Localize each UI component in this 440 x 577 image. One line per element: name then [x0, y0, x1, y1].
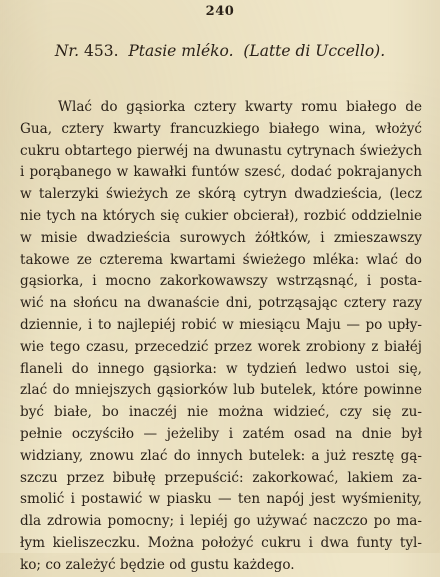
body-line: takowe ze czterema kwartami świeżego mléka: wlać do: [20, 251, 422, 268]
body-line: wie tego czasu, przecedzić przez worek zrobiony z białéj: [20, 338, 422, 355]
body-line: zlać do mniejszych gąsiorków lub butelek, które powinne: [20, 382, 422, 399]
recipe-title: Ptasie mléko.: [128, 42, 234, 60]
recipe-number-value: 453.: [84, 42, 119, 60]
recipe-body: [20, 97, 422, 577]
recipe-heading: [18, 40, 422, 62]
body-line: widziany, znowu zlać do innych butelek: a już resztę gą-: [20, 447, 422, 464]
body-line: smolić i postawić w piasku — ten napój jest wyśmienity,: [20, 491, 422, 508]
body-line: wić na słońcu na dwanaście dni, potrząsając cztery razy: [20, 295, 422, 312]
body-line: dziennie, i to najlepiéj robić w miesiącu Maju — po upły-: [20, 316, 422, 333]
body-line: flaneli do innego gąsiorka: w tydzień ledwo ustoi się,: [20, 360, 422, 377]
body-line: Wlać do gąsiorka cztery kwarty romu białego de: [58, 99, 422, 115]
body-line: dla zdrowia pomocny; i lepiéj go używać naczczo po ma-: [20, 513, 422, 530]
body-line: Gua, cztery kwarty francuzkiego białego wina, włożyć: [20, 120, 422, 137]
body-line: nie tych na których się cukier obcierał), rozbić oddzielnie: [20, 207, 422, 224]
body-line: łym kieliszeczku. Można położyć cukru i dwa funty tyl-: [20, 534, 422, 551]
page-number: 240: [205, 4, 235, 19]
body-line: cukru obtartego pierwéj na dwunastu cytrynach świeżych: [20, 142, 422, 159]
recipe-number: [55, 42, 119, 60]
body-line: być białe, bo inaczéj nie można widzieć, czy się zu-: [20, 404, 422, 421]
recipe-alt-title: (Latte di Uccello).: [243, 42, 386, 60]
body-line: szczu przez bibułę przepuścić: zakorkować, lakiem za-: [20, 469, 422, 486]
body-line: gąsiorka, i mocno zakorkowawszy wstrząsnąć, i posta-: [20, 273, 422, 290]
body-line: ko; co zależyć będzie od gustu każdego.: [20, 556, 295, 573]
body-line: w misie dwadzieścia surowych żółtków, i zmieszawszy: [20, 229, 422, 246]
body-line: w talerzyki świeżych ze skórą cytryn dwadzieścia, (lecz: [20, 186, 422, 203]
recipe-number-label: Nr.: [54, 42, 80, 60]
body-line: i porąbanego w kawałki funtów szesć, dodać pokrajanych: [20, 164, 422, 181]
body-line: pełnie oczyściło — jeżeliby i zatém osad na dnie był: [20, 425, 422, 442]
